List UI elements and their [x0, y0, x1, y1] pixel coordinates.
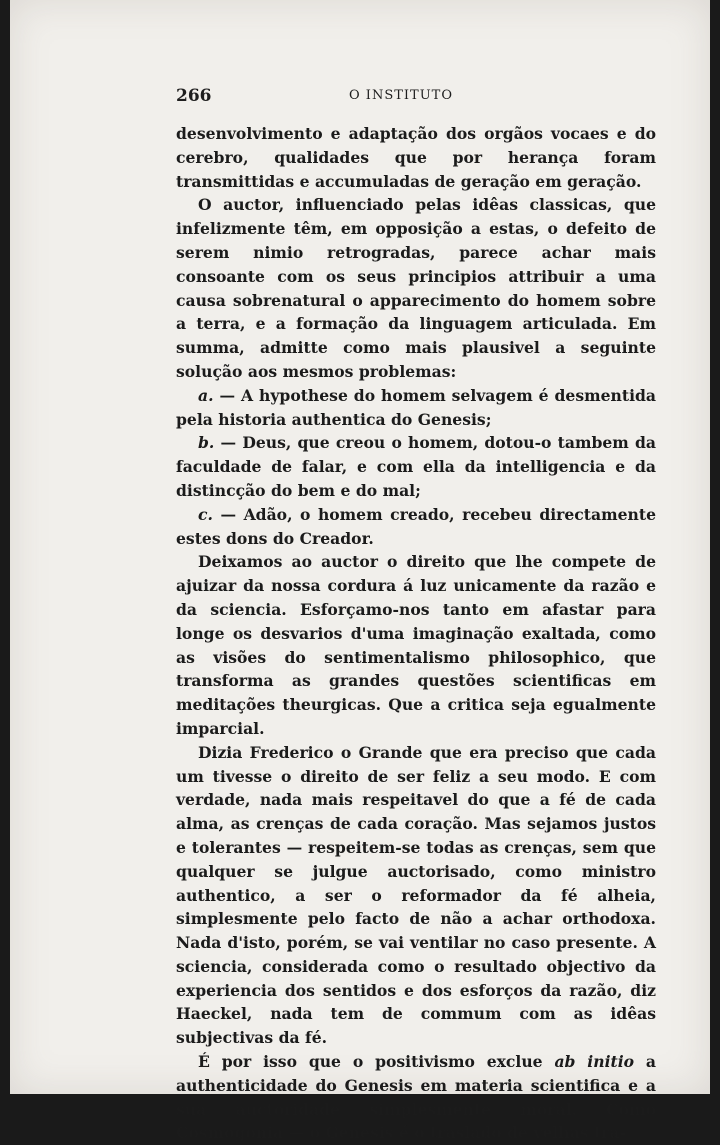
list-item-c — [176, 503, 656, 551]
p4-italic: ab initio — [554, 1052, 635, 1072]
paragraph-frederico: Dizia Frederico o Grande que era preciso que cada um tivesse o direito de ser feliz a seu modo. E com verdade, nada mais respeitavel do que a fé de cada alma, as crenças de cada coração. Mas sejamos justos e tolerantes — respeitem-se todas as crenças, sem que qualquer se julgue auctorisado, como ministro authentico, a ser o reformador da fé alheia, simplesmente pelo facto de não a achar orthodoxa. Nada d'isto, porém, se vai ventilar no caso presente. A sciencia, considerada como o resultado objectivo da experiencia dos sentidos e dos esforços da razão, diz Haeckel, nada tem de commum com as idêas subjectivas da fé. — [176, 742, 656, 1048]
p4-start: É por isso que o positivismo exclue — [198, 1052, 555, 1072]
list-item-b — [176, 431, 656, 502]
p4-end: a authenticidade do Genesis em materia scientifica e a sua auctoridade simplesmente moral. Como Cosmogonia — o Genesis é o traslado de velhas tra- — [176, 1052, 656, 1143]
item-text-c: — Adão, o homem creado, recebeu directamente estes dons do Creador. — [176, 504, 656, 548]
page-number: 266 — [176, 86, 212, 106]
item-text-a: — A hypothese do homem selvagem é desmentida pela historia authentica do Genesis; — [176, 385, 656, 429]
paragraph-deixamos: Deixamos ao auctor o direito que lhe compete de ajuizar da nossa cordura á luz unicamente da razão e da sciencia. Esforçamo-nos tanto em afastar para longe os desvarios d'uma imaginação exaltada, como as visões do sentimentalismo philosophico, que transforma as grandes questões scientificas em meditações theurgicas. Que a critica seja egualmente imparcial. — [176, 552, 656, 738]
item-label-b: b. — [198, 433, 215, 453]
body-text — [176, 122, 656, 1145]
paragraph-continuation: desenvolvimento e adaptação dos orgãos vocaes e do cerebro, qualidades que por herança foram transmittidas e accumuladas de geração em geração. — [176, 124, 656, 191]
running-title: O INSTITUTO — [349, 88, 453, 103]
paragraph-auctor: O auctor, influenciado pelas idêas classicas, que infelizmente têm, em opposição a estas, o defeito de serem nimio retrogradas, parece achar mais consoante com os seus principios attribuir a uma causa sobrenatural o apparecimento do homem sobre a terra, e a formação da linguagem articulada. Em summa, admitte como mais plausivel a seguinte solução aos mesmos problemas: — [176, 195, 656, 381]
list-item-a — [176, 384, 656, 432]
item-text-b: — Deus, que creou o homem, dotou-o tambem da faculdade de falar, e com ella da intelligencia e da distincção do bem e do mal; — [176, 433, 656, 500]
paragraph-positivismo — [176, 1050, 656, 1145]
book-page — [10, 0, 710, 1143]
item-label-c: c. — [198, 504, 213, 524]
item-label-a: a. — [198, 385, 214, 405]
page-header — [176, 86, 626, 110]
